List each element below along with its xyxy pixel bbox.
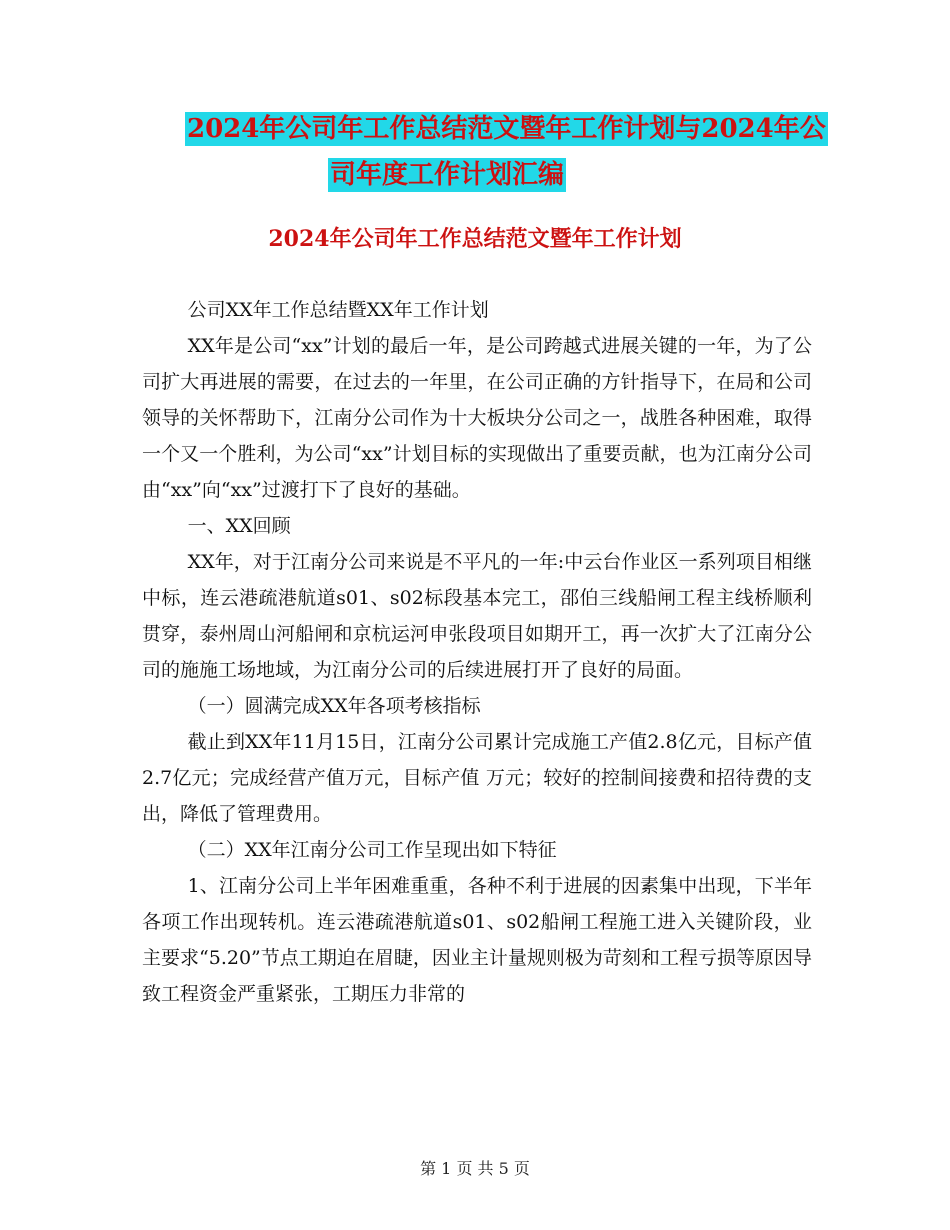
subtitle-paragraph: 公司XX年工作总结暨XX年工作计划 (187, 299, 489, 321)
subsection-heading-1: （一）圆满完成XX年各项考核指标 (187, 695, 481, 717)
features-paragraph: 1、江南分公司上半年困难重重，各种不利于进展的因素集中出现，下半年各项工作出现转机。连云港疏港航道s01、s02船闸工程施工进入关键阶段，业主要求“5.20”节点工期迫在眉睫，因业主计量规则极为苛刻和工程亏损等原因导致工程资金严重紧张，工期压力非常的 (142, 875, 812, 1005)
section-heading-review: 一、XX回顾 (187, 515, 291, 537)
review-paragraph: XX年，对于江南分公司来说是不平凡的一年:中云台作业区一系列项目相继中标，连云港疏港航道s01、s02标段基本完工，邵伯三线船闸工程主线桥顺利贯穿，泰州周山河船闸和京杭运河申张段项目如期开工，再一次扩大了江南分公司的施施工场地域，为江南分公司的后续进展打开了良好的局面。 (142, 551, 812, 681)
document-body (142, 292, 812, 1012)
section-title: 2024年公司年工作总结范文暨年工作计划 (268, 226, 682, 252)
indicators-paragraph: 截止到XX年11月15日，江南分公司累计完成施工产值2.8亿元，目标产值2.7亿元；完成经营产值万元，目标产值 万元；较好的控制间接费和招待费的支出，降低了管理费用。 (142, 731, 812, 825)
title-line-2: 司年度工作计划汇编 (330, 160, 565, 190)
intro-paragraph: XX年是公司“xx”计划的最后一年，是公司跨越式进展关键的一年，为了公司扩大再进展的需要，在过去的一年里，在公司正确的方针指导下，在局和公司领导的关怀帮助下，江南分公司作为十大板块分公司之一，战胜各种困难，取得一个又一个胜利，为公司“xx”计划目标的实现做出了重要贡献，也为江南分公司由“xx”向“xx”过渡打下了良好的基础。 (142, 335, 812, 501)
title-line-1: 2024年公司年工作总结范文暨年工作计划与2024年公 (187, 114, 826, 144)
subsection-heading-2: （二）XX年江南分公司工作呈现出如下特征 (187, 839, 557, 861)
page-footer: 第 1 页 共 5 页 (420, 1159, 530, 1178)
